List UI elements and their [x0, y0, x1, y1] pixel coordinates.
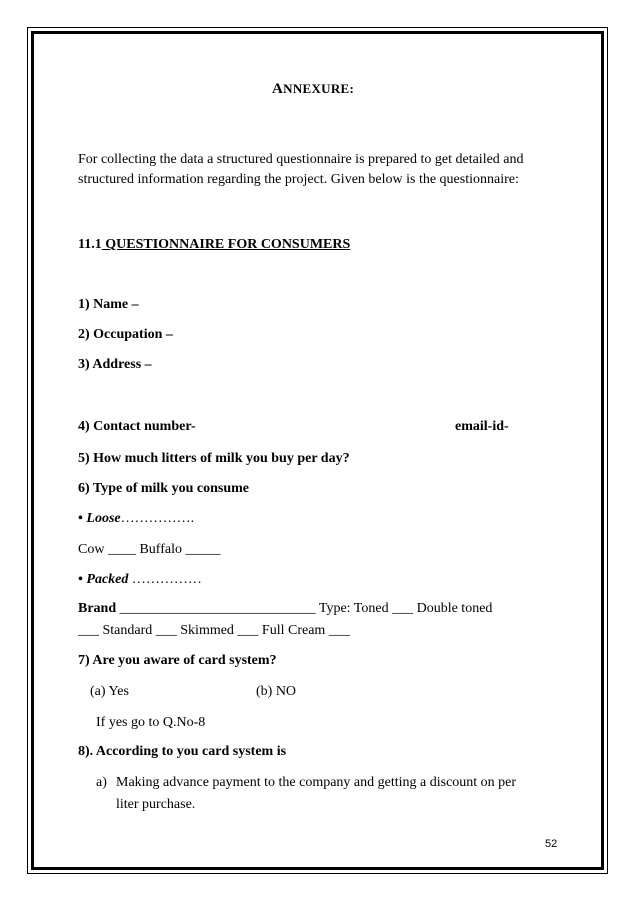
loose-options: Cow ____ Buffalo _____	[78, 542, 221, 557]
question-litres-per-day: 5) How much litters of milk you buy per day?	[78, 451, 350, 466]
question-contact-number: 4) Contact number-	[78, 419, 196, 434]
answer-no: (b) NO	[256, 684, 297, 699]
question-occupation: 2) Occupation –	[78, 327, 173, 342]
question-milk-type: 6) Type of milk you consume	[78, 481, 249, 496]
question-name: 1) Name –	[78, 297, 139, 312]
question-card-system: 8). According to you card system is	[78, 744, 287, 759]
answer-yes: (a) Yes	[90, 684, 129, 699]
option-a-line-1: Making advance payment to the company and getting a discount on per	[116, 775, 517, 790]
intro-paragraph: For collecting the data a structured questionnaire is prepared to get detailed and structured information regarding the project. Given below is the questionnaire:	[78, 152, 524, 187]
section-heading: 11.1 QUESTIONNAIRE FOR CONSUMERS	[78, 237, 351, 252]
brand-line-2: ___ Standard ___ Skimmed ___ Full Cream ___	[78, 623, 350, 638]
question-card-awareness: 7) Are you aware of card system?	[78, 653, 277, 668]
option-a-marker: a)	[96, 775, 107, 790]
option-loose: • Loose…………….	[78, 511, 195, 526]
brand-line-1: Brand ____________________________ Type: Toned ___ Double toned	[78, 601, 493, 616]
page-title: ANNEXURE:	[272, 81, 355, 97]
option-packed: • Packed ……………	[78, 572, 202, 587]
question-address: 3) Address –	[78, 357, 152, 372]
skip-note: If yes go to Q.No-8	[96, 715, 206, 730]
question-email-id: email-id-	[455, 419, 509, 434]
page-number: 52	[545, 838, 558, 850]
option-a-line-2: liter purchase.	[116, 797, 196, 812]
